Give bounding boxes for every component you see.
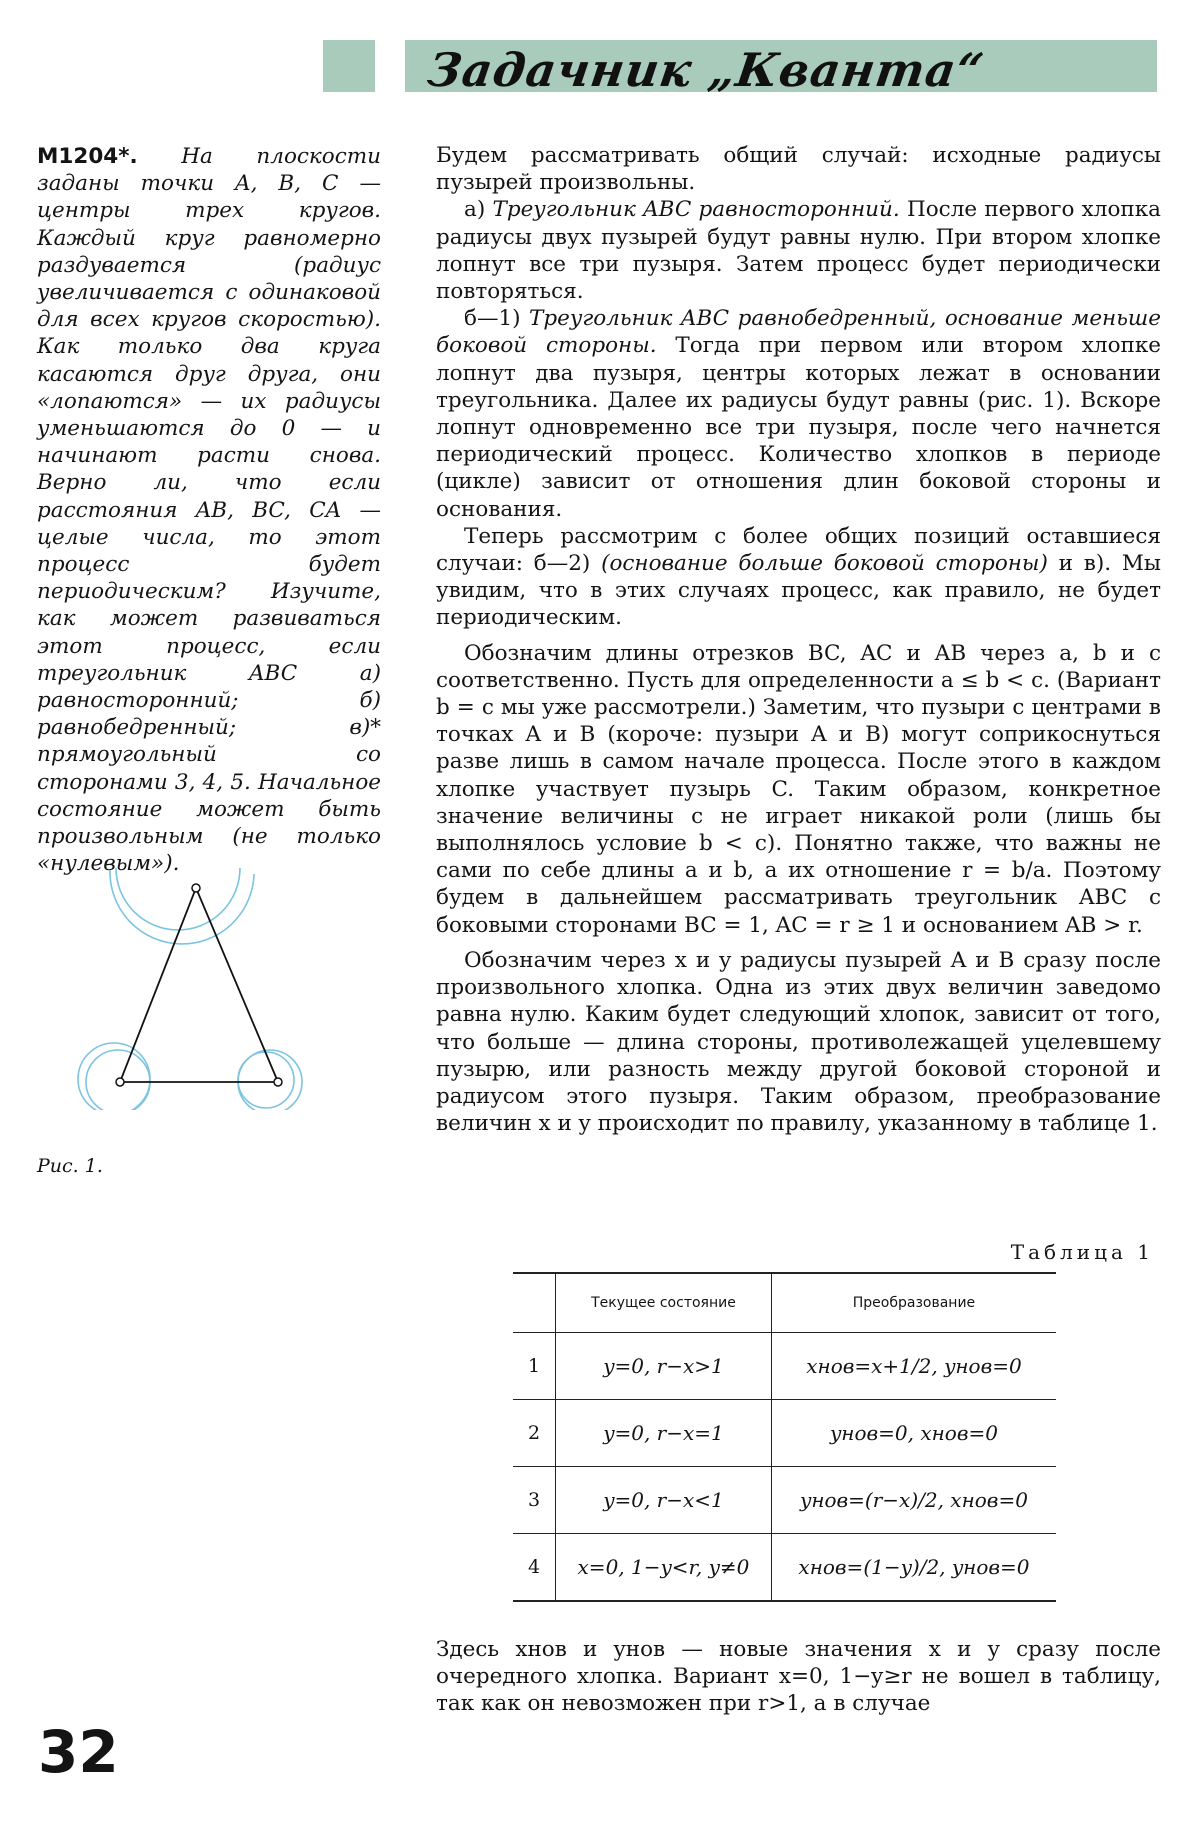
table-row: 2 y=0, r−x=1 yнов=0, xнов=0 bbox=[513, 1400, 1056, 1467]
paragraph-case-b1: б—1) Треугольник ABC равнобедренный, основание меньше боковой стороны. Тогда при первом или втором хлопке лопнут два пузыря, центры которых лежат в основании треугольника. Далее их радиусы будут равны (рис. 1). Вскоре лопнут одновременно все три пузыря, после чего начнется периодический процесс. Количество хлопков в периоде (цикле) зависит от отношения длин боковой стороны и основания. bbox=[436, 306, 1161, 522]
vertex-apex bbox=[192, 884, 200, 892]
table-row: 1 y=0, r−x>1 xнов=x+1/2, yнов=0 bbox=[513, 1333, 1056, 1400]
transition-table bbox=[513, 1272, 1056, 1602]
figure-caption: Рис. 1. bbox=[37, 1155, 103, 1177]
paragraph-intro: Будем рассматривать общий случай: исходные радиусы пузырей произвольны. bbox=[436, 143, 1161, 196]
table-title: Таблица 1 bbox=[1010, 1240, 1154, 1264]
paragraph-radii: Обозначим через x и y радиусы пузырей A и B сразу после произвольного хлопка. Одна из этих двух величин заведомо равна нулю. Каким будет следующий хлопок, зависит от того, что больше — длина стороны, противолежащей уцелевшему пузырю, или разность между другой боковой стороной и радиусом этого пузыря. Таким образом, преобразование величин x и y происходит по правилу, указанному в таблице 1. bbox=[436, 947, 1161, 1137]
problem-text: На плоскости заданы точки A, B, C — центры трех кругов. Каждый круг равномерно раздувается (радиус увеличивается с одинаковой для всех кругов скоростью). Как только два круга касаются друг друга, они «лопаются» — их радиусы уменьшаются до 0 — и начинают расти снова. Верно ли, что если расстояния AB, BC, CA — целые числа, то этот процесс будет периодическим? Изучите, как может развиваться этот процесс, если треугольник ABC а) равносторонний; б) равнобедренный; в)* прямоугольный со сторонами 3, 4, 5. Начальное состояние может быть произвольным (не только «нулевым»). bbox=[37, 144, 381, 877]
vertex-left bbox=[116, 1078, 124, 1086]
base-right-circle-2 bbox=[238, 1052, 294, 1108]
base-left-circle-2 bbox=[78, 1043, 150, 1110]
table-header-state: Текущее состояние bbox=[556, 1273, 772, 1333]
problem-statement bbox=[37, 143, 381, 877]
table-row: 4 x=0, 1−y<r, y≠0 xнов=(1−y)/2, yнов=0 bbox=[513, 1534, 1056, 1602]
apex-circle-arc-1 bbox=[116, 868, 240, 930]
table-header-num bbox=[513, 1273, 556, 1333]
section-title: Задачник „Кванта“ bbox=[424, 43, 988, 97]
triangle-right-side bbox=[196, 888, 278, 1082]
header-decor-block bbox=[323, 40, 375, 92]
table-header-transform: Преобразование bbox=[771, 1273, 1056, 1333]
paragraph-general: Теперь рассмотрим с более общих позиций оставшиеся случаи: б—2) (основание больше боковой стороны) и в). Мы увидим, что в этих случаях процесс, как правило, не будет периодическим. bbox=[436, 523, 1161, 631]
paragraph-after-table: Здесь xнов и yнов — новые значения x и y сразу после очередного хлопка. Вариант x=0, 1−y≥r не вошел в таблицу, так как он невозможен при r>1, а в случае bbox=[436, 1637, 1161, 1717]
page-number: 32 bbox=[38, 1718, 119, 1786]
paragraph-notation: Обозначим длины отрезков BC, AC и AB через a, b и c соответственно. Пусть для определенности a ≤ b < c. (Вариант b = c мы уже рассмотрели.) Заметим, что пузыри с центрами в точках A и B (короче: пузыри A и B) могут соприкоснуться разве лишь в самом начале процесса. После этого в каждом хлопке участвует пузырь C. Таким образом, конкретное значение величины c не играет никакой роли (лишь бы выполнялось условие b < c). Понятно также, что важны не сами по себе длины a и b, а их отношение r = b/a. Поэтому будем в дальнейшем рассматривать треугольник ABC с боковыми сторонами BC = 1, AC = r ≥ 1 и основанием AB > r. bbox=[436, 640, 1161, 938]
main-text bbox=[436, 142, 1161, 1137]
figure-triangle bbox=[60, 860, 320, 1110]
table-header-row bbox=[513, 1273, 1056, 1333]
table-row: 3 y=0, r−x<1 yнов=(r−x)/2, xнов=0 bbox=[513, 1467, 1056, 1534]
paragraph-case-a: а) Треугольник ABC равносторонний. После первого хлопка радиусы двух пузырей будут равны нулю. При втором хлопке лопнут все три пузыря. Затем процесс будет периодически повторяться. bbox=[436, 197, 1161, 305]
apex-circle-arc-2 bbox=[110, 870, 254, 944]
triangle-left-side bbox=[120, 888, 196, 1082]
problem-id: М1204*. bbox=[37, 144, 138, 169]
vertex-right bbox=[274, 1078, 282, 1086]
